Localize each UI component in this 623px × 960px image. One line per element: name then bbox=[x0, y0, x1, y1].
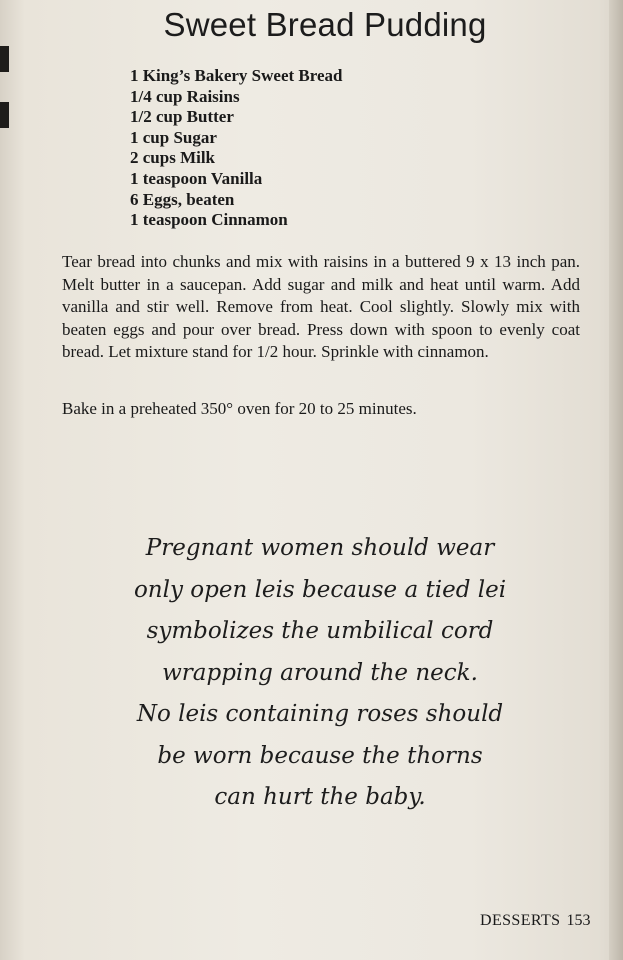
quote-line: No leis containing roses should bbox=[136, 701, 504, 727]
binding-mark bbox=[0, 46, 9, 72]
quote-line: can hurt the baby. bbox=[214, 784, 426, 810]
quote-line: Pregnant women should wear bbox=[145, 535, 495, 561]
ingredient-item: 1 King’s Bakery Sweet Bread bbox=[130, 66, 343, 85]
ingredient-item: 6 Eggs, beaten bbox=[130, 189, 235, 209]
ingredient-item: 1/4 cup Raisins bbox=[130, 86, 240, 106]
ingredient-item: 1 cup Sugar bbox=[130, 127, 217, 147]
quote-line: wrapping around the neck. bbox=[162, 659, 478, 686]
recipe-title: Sweet Bread Pudding bbox=[163, 6, 487, 43]
bake-instructions: Bake in a preheated 350° oven for 20 to 25 minutes. bbox=[62, 399, 417, 418]
section-name: DESSERTS bbox=[480, 912, 561, 929]
binding-mark bbox=[0, 102, 9, 128]
page-edge bbox=[609, 0, 623, 960]
page-footer bbox=[480, 912, 590, 930]
recipe-instructions: Tear bread into chunks and mix with raisins in a buttered 9 x 13 inch pan. Melt butter in a saucepan. Add sugar and milk and heat until warm. Add vanilla and stir well. Remove from heat. Cool slightly. Slowly mix with beaten eggs and pour over bread. Press down with spoon to evenly coat bread. Let mixture stand for 1/2 hour. Sprinkle with cinnamon. bbox=[62, 252, 580, 361]
ingredient-list bbox=[130, 66, 343, 231]
page-number: 153 bbox=[566, 912, 591, 929]
ingredient-item: 1 teaspoon Vanilla bbox=[130, 168, 263, 188]
quote-line: be worn because the thorns bbox=[157, 742, 483, 769]
binding-edge bbox=[0, 0, 14, 960]
ingredient-item: 2 cups Milk bbox=[130, 148, 216, 168]
quote-line: only open leis because a tied lei bbox=[133, 576, 507, 603]
ingredient-item: 1/2 cup Butter bbox=[130, 107, 234, 127]
lei-quote bbox=[120, 528, 520, 819]
ingredient-item: 1 teaspoon Cinnamon bbox=[130, 210, 288, 230]
quote-line: symbolizes the umbilical cord bbox=[146, 618, 494, 644]
